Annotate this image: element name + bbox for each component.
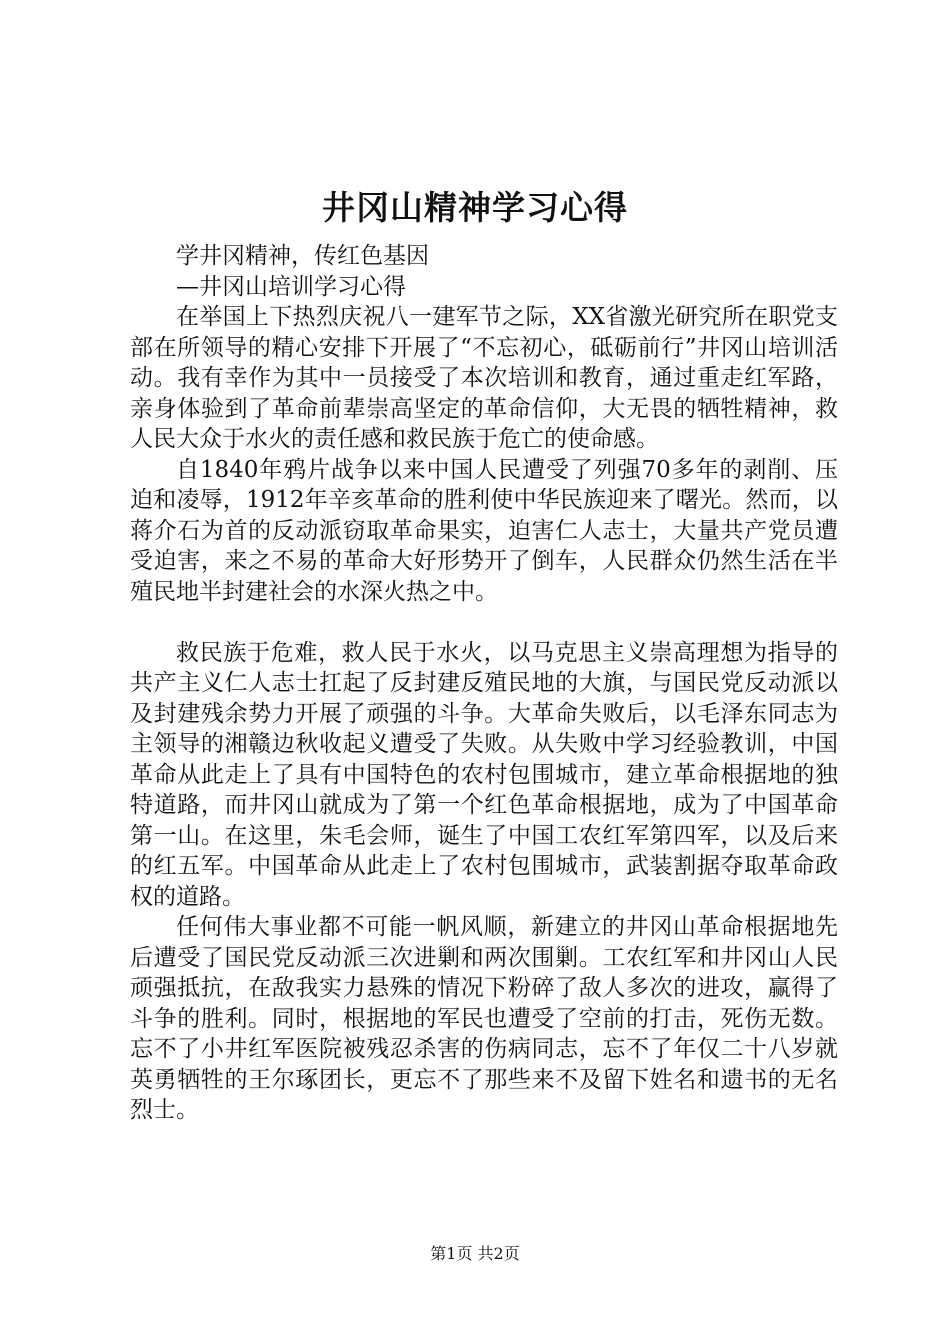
page-title: 井冈山精神学习心得 (322, 188, 628, 227)
document-body (130, 241, 838, 1126)
subtitle-line: 学井冈精神，传红色基因 (176, 243, 429, 269)
subtitle-source-line: —井冈山培训学习心得 (176, 273, 406, 300)
body-paragraph: 救民族于危难，救人民于水火，以马克思主义崇高理想为指导的共产主义仁人志士扛起了反封建反殖民地的大旗，与国民党反动派以及封建残余势力开展了顽强的斗争。大革命失败后，以毛泽东同志为主领导的湘赣边秋收起义遭受了失败。从失败中学习经验教训，中国革命从此走上了具有中国特色的农村包围城市，建立革命根据地的独特道路，而井冈山就成为了第一个红色革命根据地，成为了中国革命第一山。在这里，朱毛会师，诞生了中国工农红军第四军，以及后来的红五军。中国革命从此走上了农村包围城市，武装割据夺取革命政权的道路。 (130, 639, 838, 910)
body-paragraph: 在举国上下热烈庆祝八一建军节之际，XX省激光研究所在职党支部在所领导的精心安排下开展了“不忘初心，砥砺前行”井冈山培训活动。我有幸作为其中一员接受了本次培训和教育，通过重走红军路，亲身体验到了革命前辈崇高坚定的革命信仰，大无畏的牺牲精神，救人民大众于水火的责任感和救民族于危亡的使命感。 (130, 304, 838, 452)
body-paragraph: 任何伟大事业都不可能一帆风顺，新建立的井冈山革命根据地先后遭受了国民党反动派三次进剿和两次围剿。工农红军和井冈山人民顽强抵抗，在敌我实力悬殊的情况下粉碎了敌人多次的进攻，赢得了斗争的胜利。同时，根据地的军民也遭受了空前的打击，死伤无数。忘不了小井红军医院被残忍杀害的伤病同志，忘不了年仅二十八岁就英勇牺牲的王尔琢团长，更忘不了那些来不及留下姓名和遗书的无名烈士。 (130, 914, 838, 1123)
body-paragraph: 自1840年鸦片战争以来中国人民遭受了列强70多年的剥削、压迫和凌辱，1912年辛亥革命的胜利使中华民族迎来了曙光。然而，以蒋介石为首的反动派窃取革命果实，迫害仁人志士，大量共产党员遭受迫害，来之不易的革命大好形势开了倒车，人民群众仍然生活在半殖民地半封建社会的水深火热之中。 (130, 456, 838, 605)
page-footer: 第1页 共2页 (430, 1244, 520, 1263)
